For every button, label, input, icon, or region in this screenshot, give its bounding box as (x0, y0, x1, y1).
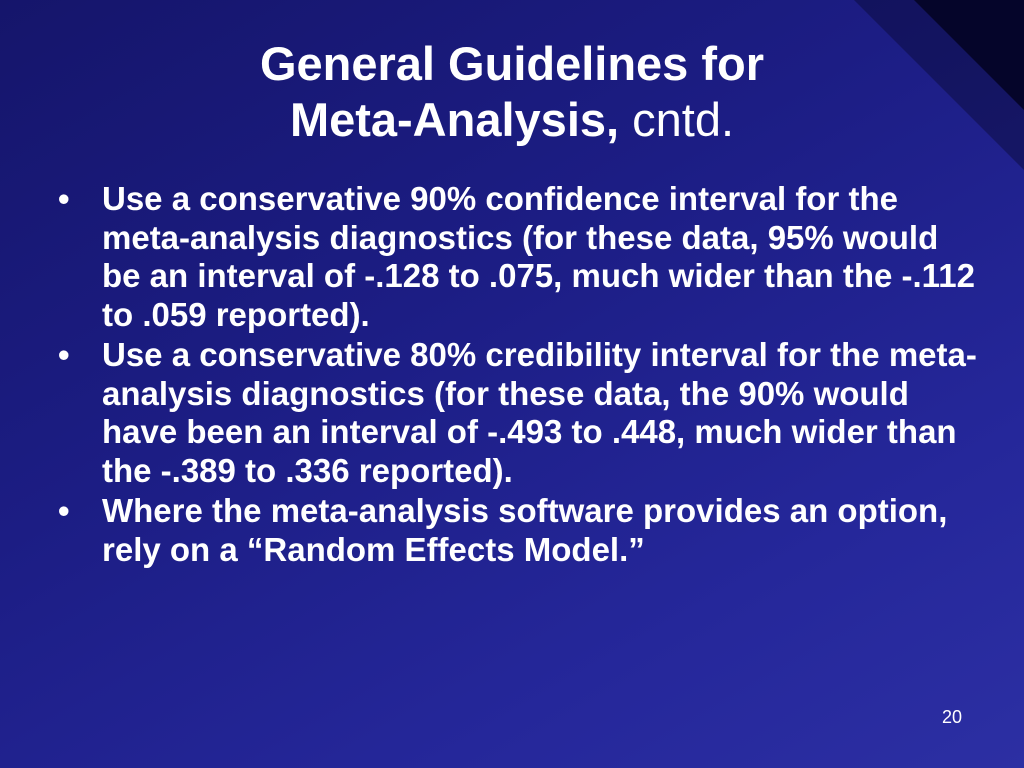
bullet-item-credibility-interval (58, 336, 978, 490)
page-number: 20 (941, 707, 962, 727)
title-suffix-text: cntd. (632, 93, 735, 146)
slide-title (0, 36, 1024, 148)
bullet-item-random-effects (58, 492, 978, 569)
bullet-text: Where the meta-analysis software provides an option, rely on a “Random Effects Model.” (102, 492, 948, 568)
bullet-item-confidence-interval (58, 180, 978, 334)
title-line-1: General Guidelines for (259, 37, 765, 90)
bullet-text: Use a conservative 90% confidence interval for the meta-analysis diagnostics (for these data, 95% would be an interval of -.128 to .075, much wider than the -.112 to .059 reported). (102, 180, 975, 333)
bullet-marker: • (58, 336, 70, 373)
bullet-text: Use a conservative 80% credibility interval for the meta-analysis diagnostics (for these data, the 90% would have been an interval of -.493 to .448, much wider than the -.389 to .336 reported). (102, 336, 977, 489)
title-line-2 (0, 92, 1024, 148)
bullet-marker: • (58, 492, 70, 529)
bullet-marker: • (58, 180, 70, 217)
bullet-list (58, 180, 978, 571)
title-main-text: Meta-Analysis, (289, 93, 620, 146)
